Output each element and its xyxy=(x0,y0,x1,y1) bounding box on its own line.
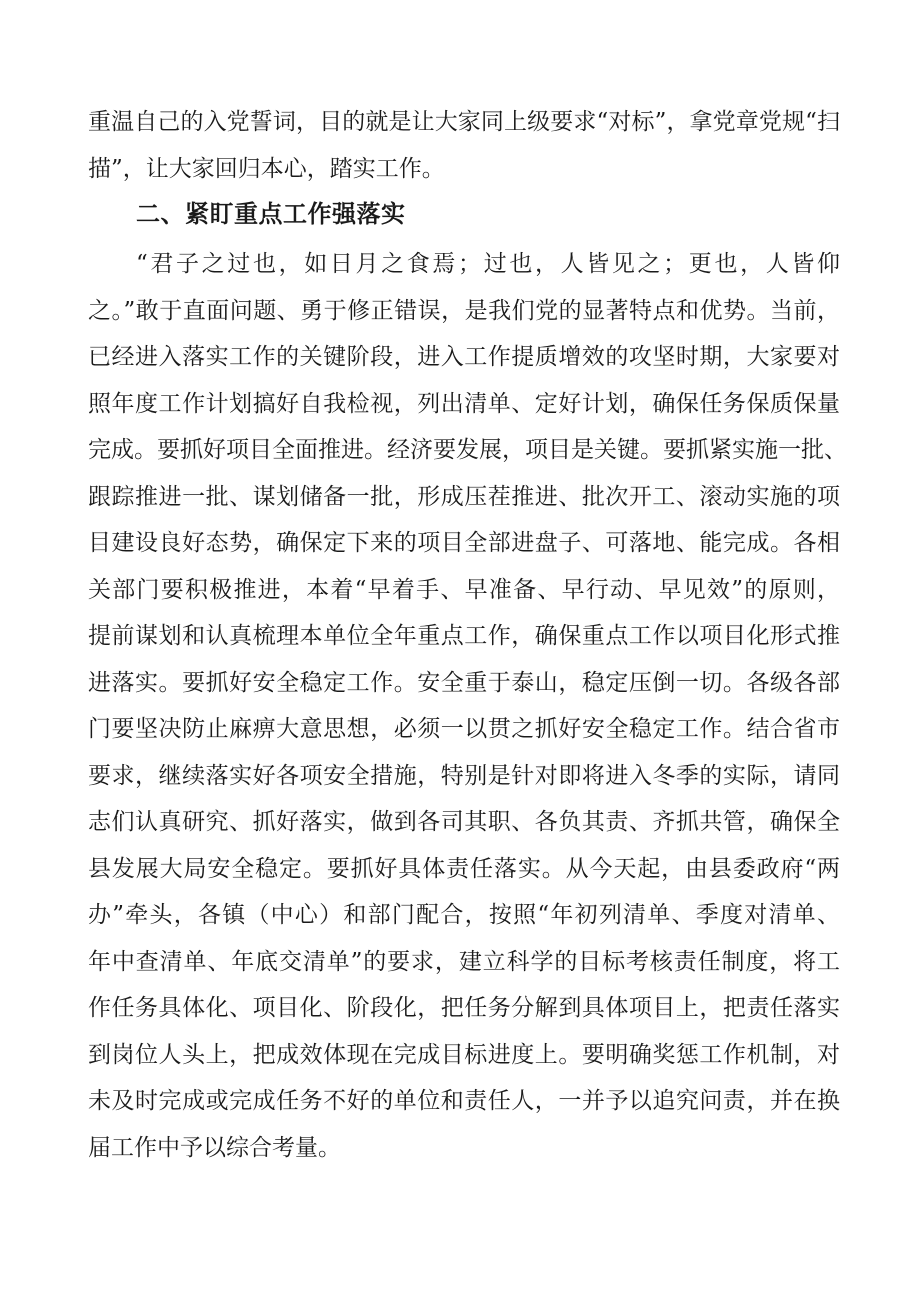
paragraph-line: 目建设良好态势，确保定下来的项目全部进盘子、可落地、能完成。各相 xyxy=(88,530,840,556)
paragraph-line: 志们认真研究、抓好落实，做到各司其职、各负其责、齐抓共管，确保全 xyxy=(88,809,840,835)
paragraph-line: 要求，继续落实好各项安全措施，特别是针对即将进入冬季的实际，请同 xyxy=(88,762,840,789)
paragraph-line: 年中查清单、年底交清单”的要求，建立科学的目标考核责任制度，将工 xyxy=(88,948,840,975)
paragraph-line: 跟踪推进一批、谋划储备一批，形成压茬推进、批次开工、滚动实施的项 xyxy=(88,483,840,510)
paragraph-line: “君子之过也，如日月之食焉；过也，人皆见之；更也，人皆仰 xyxy=(136,251,840,277)
paragraph-line: 作任务具体化、项目化、阶段化，把任务分解到具体项目上，把责任落实 xyxy=(88,995,840,1021)
paragraph-line: 照年度工作计划搞好自我检视，列出清单、定好计划，确保任务保质保量 xyxy=(88,390,840,417)
paragraph-line: 进落实。要抓好安全稳定工作。安全重于泰山，稳定压倒一切。各级各部 xyxy=(88,669,840,696)
main-paragraph xyxy=(88,241,847,1171)
paragraph-line: 到岗位人头上，把成效体现在完成目标进度上。要明确奖惩工作机制，对 xyxy=(88,1041,840,1068)
paragraph-line: 已经进入落实工作的关键阶段，进入工作提质增效的攻坚时期，大家要对 xyxy=(88,344,840,370)
paragraph-line: 重温自己的入党誓词，目的就是让大家同上级要求“对标”，拿党章党规“扫 xyxy=(88,109,840,135)
paragraph-line: 门要坚决防止麻痹大意思想，必须一以贯之抓好安全稳定工作。结合省市 xyxy=(88,716,840,742)
paragraph-line: 关部门要积极推进，本着“早着手、早准备、早行动、早见效”的原则， xyxy=(88,576,840,603)
paragraph-line: 提前谋划和认真梳理本单位全年重点工作，确保重点工作以项目化形式推 xyxy=(88,623,840,649)
paragraph-line: 描”，让大家回归本心，踏实工作。 xyxy=(88,155,445,182)
paragraph-line: 届工作中予以综合考量。 xyxy=(88,1134,341,1161)
paragraph-line: 县发展大局安全稳定。要抓好具体责任落实。从今天起，由县委政府“两 xyxy=(88,855,840,882)
paragraph-line: 办”牵头，各镇（中心）和部门配合，按照“年初列清单、季度对清单、 xyxy=(88,902,840,928)
paragraph-line: 完成。要抓好项目全面推进。经济要发展，项目是关键。要抓紧实施一批、 xyxy=(88,437,847,463)
section-heading: 二、紧盯重点工作强落实 xyxy=(136,200,406,228)
paragraph-line: 之。”敢于直面问题、勇于修正错误，是我们党的显著特点和优势。当前， xyxy=(88,297,840,324)
intro-paragraph xyxy=(88,99,840,192)
paragraph-line: 未及时完成或完成任务不好的单位和责任人，一并予以追究问责，并在换 xyxy=(88,1088,840,1114)
